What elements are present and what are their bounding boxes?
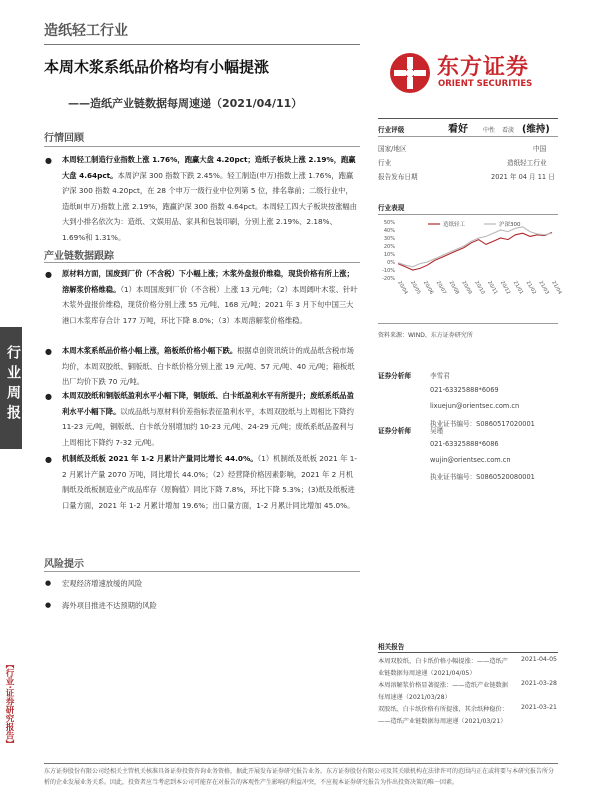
analyst-cert: 执业证书编号：S0860520080001 [430, 473, 535, 481]
y-tick-label: 20% [383, 244, 395, 250]
side-tab-label: 行业周报 [5, 345, 21, 425]
p4-bold: 机制纸及纸板 2021 年 1-2 月累计产量同比增长 44.0%。 [62, 454, 258, 463]
related-item[interactable]: 本周溶解浆价格显著提涨：——造纸产业链数据每周速递（2021/03/28） [378, 682, 508, 701]
page-subtitle: ——造纸产业链数据每周速递（2021/04/11） [68, 97, 303, 110]
related-title: 相关报告 [378, 643, 405, 651]
x-tick-label: 20/07 [434, 280, 448, 296]
logo [389, 48, 559, 98]
y-tick-label: 50% [383, 220, 395, 226]
rating-row-key: 报告发布日期 [378, 173, 418, 181]
analyst-email[interactable]: lixuejun@orientsec.com.cn [430, 402, 520, 410]
header-rule [44, 44, 360, 45]
legend-label: 造纸轻工 [443, 222, 466, 228]
performance-chart [376, 216, 563, 316]
x-tick-label: 21/03 [537, 280, 550, 296]
chart-source: 资料来源：WIND、东方证券研究所 [378, 332, 473, 339]
logo-en: ORIENT SECURITIES [438, 79, 533, 89]
x-tick-label: 20/08 [447, 280, 461, 296]
p4-text: （1）机制纸及纸板 2021 年 1-2 月累计产量 2070 万吨，同比增长 44.0%；（2）经营降价格因素影响，2021 年 2 月机制纸及纸板制造业产成品库存（原胸值）同比下降 7.8%，环比下降 5.3%；(3)纸及纸板进口量方面，2021 年 1-2 月累计增加 19.6%；出口量方面，1-2 月累计同比增加 45.0%。 [62, 454, 358, 510]
p4-paragraph [62, 451, 360, 513]
y-tick-label: 0% [387, 260, 395, 266]
p3-text: 以成品纸与原材料价差指标表征盈利水平，本周双胶纸与上周相比下降约 11-23 元/吨，铜版纸、白卡纸分别增加约 10-23 元/吨、24-29 元/吨；废纸系纸品盈利与上周相比下降约 7-32 元/吨。 [62, 406, 354, 447]
rating-label: 行业评级 [378, 126, 405, 134]
rating-row-value: 中国 [533, 145, 547, 153]
side-tab [0, 327, 22, 449]
p3-paragraph [62, 388, 360, 450]
y-tick-label: -20% [382, 276, 395, 282]
analyst-name: 吴瑾 [430, 427, 444, 435]
p2-text: 根据卓创资讯统计的成品纸含税市场均价，本周双胶纸、铜版纸、白卡纸价格分别上涨 19 元/吨、57 元/吨、40 元/吨；箱板纸出厂均价下跌 70 元/吨。 [62, 346, 355, 386]
bullet-icon: ● [45, 392, 52, 401]
x-tick-label: 20/06 [421, 280, 435, 296]
bullet-icon: ● [45, 347, 52, 356]
series-line-0 [398, 232, 552, 270]
chain-rule [44, 262, 360, 263]
rating-top-rule [378, 118, 558, 119]
related-date: 2021-03-28 [521, 680, 557, 687]
x-tick-label: 21/04 [550, 280, 563, 296]
analyst-name: 李雪君 [430, 372, 450, 380]
p2-bold: 本周木浆系纸品价格小幅上涨，箱板纸价格小幅下跌。 [62, 346, 238, 355]
page-title: 本周木浆系纸品价格均有小幅提涨 [44, 58, 270, 76]
bullet-icon: ● [45, 601, 52, 609]
risk-item: 海外项目推进不达预期的风险 [62, 601, 157, 610]
x-tick-label: 20/04 [396, 280, 409, 296]
analyst-role: 证券分析师 [378, 372, 411, 380]
y-tick-label: -10% [382, 268, 395, 274]
x-tick-label: 21/02 [524, 280, 538, 296]
bullet-icon: ● [45, 270, 52, 279]
x-tick-label: 20/12 [498, 280, 512, 296]
y-tick-label: 40% [383, 228, 395, 234]
review-rule [44, 146, 360, 147]
rating-low: 看淡 [502, 127, 515, 134]
analyst-role: 证券分析师 [378, 427, 411, 435]
rating-keep: (维持) [522, 124, 550, 135]
rating-mid-rule [378, 136, 558, 137]
analyst-email[interactable]: wujin@orientsec.com.cn [430, 456, 511, 464]
bullet-icon: ● [45, 156, 52, 165]
rating-row-value: 2021 年 04 月 11 日 [491, 173, 555, 181]
rating-value: 看好 [448, 124, 468, 135]
p1-text: （1）本周国废到厂价（不含税）上涨 13 元/吨；（2）本周阔叶木浆、针叶木浆外盘报价维稳，现货价格分别上涨 55 元/吨、168 元/吨；2021 年 3 月下旬中国三大港口木浆库存合计 177 万吨，环比下降 8.0%；（3）本周溶解浆价格维稳。 [62, 284, 358, 325]
analyst-cert: 执业证书编号：S0860517020001 [430, 420, 535, 428]
y-tick-label: 30% [383, 236, 395, 242]
x-tick-label: 21/01 [511, 280, 525, 296]
bullet-icon: ● [45, 455, 52, 464]
p2-paragraph [62, 343, 360, 390]
x-tick-label: 20/05 [409, 280, 422, 296]
analyst-tel: 021-63325888*6069 [430, 386, 499, 394]
risk-title: 风险提示 [44, 559, 84, 570]
bullet-icon: ● [45, 579, 52, 587]
risk-rule [44, 571, 360, 572]
review-text: 本周沪深 300 指数下跌 2.45%。轻工制造(申万)指数上涨 1.76%，跑赢沪深 300 指数 4.20pct，在 28 个申万一级行业中位列第 5 位，排名靠前；二级行业中，造纸Ⅱ(申万)指数上涨 2.19%，跑赢沪深 300 指数 4.64pct。本周轻工四大子板块按涨幅由大到小排名依次为：造纸、文娱用品、家具和包装印刷，分别上涨 2.19%、2.18%、1.69%和 1.31%。 [62, 170, 358, 242]
review-title: 行情回顾 [44, 133, 84, 144]
industry-label: 造纸轻工行业 [44, 23, 128, 39]
rating-row-key: 国家/地区 [378, 145, 407, 153]
risk-item: 宏观经济增速放缓的风险 [62, 579, 143, 588]
y-tick-label: 10% [383, 252, 395, 258]
review-bold: 本周轻工制造行业指数上涨 1.76%，跑赢大盘 4.20pct；造纸子板块上涨 2.19%，跑赢大盘 4.64pct。 [62, 155, 356, 180]
legend-label: 沪深300 [499, 222, 521, 228]
series-line-1 [398, 227, 552, 267]
p3-bold: 本周双胶纸和铜版纸盈利水平小幅下降，铜版纸、白卡纸盈利水平有所提升；废纸系纸品盈利水平小幅下降。 [62, 391, 354, 416]
rating-row-value: 造纸轻工行业 [507, 159, 547, 167]
footer-rule [44, 763, 558, 764]
footer-disclaimer: 东方证券股份有限公司经相关主管机关核准具备证券投资咨询业务资格，据此开展发布证券研究报告业务。东方证券股份有限公司及其关联机构在法律许可的范围内正在或将要与本研究报告所分析的企业发展业务关系。因此，投资者应当考虑到本公司可能存在对报告的客观性产生影响的利益冲突，不应视本证券研究报告为作出投资决策的唯一因素。 [44, 768, 555, 786]
x-tick-label: 20/10 [473, 280, 486, 296]
rating-row-key: 行业 [378, 159, 392, 167]
related-date: 2021-04-05 [521, 656, 557, 663]
logo-cn: 东方证券 [437, 55, 530, 80]
chart-title: 行业表现 [378, 204, 405, 212]
p1-bold: 原材料方面，国废到厂价（不含税）下小幅上涨；木浆外盘报价维稳，现货价格有所上涨；溶解浆价格维稳。 [62, 269, 354, 294]
rating-mid: 中性 [483, 127, 496, 134]
x-tick-label: 20/09 [460, 280, 473, 296]
related-date: 2021-03-21 [521, 704, 557, 711]
analyst-tel: 021-63325888*6086 [430, 440, 499, 448]
related-item[interactable]: 本周双胶纸、白卡纸价格小幅提涨：——造纸产业链数据每周速递（2021/04/05） [378, 658, 508, 677]
chart-bottom-rule [378, 323, 558, 324]
chain-title: 产业链数据跟踪 [44, 251, 114, 262]
p1-paragraph [62, 266, 360, 328]
x-tick-label: 20/11 [486, 280, 499, 296]
orient-logo-icon [389, 52, 431, 94]
side-tab-bottom: 【行业·证券研究报告】 [4, 660, 14, 749]
related-item[interactable]: 双胶纸、白卡纸价格有所提涨，其余纸种稳价：——造纸产业链数据每周速递（2021/03/21） [378, 706, 508, 725]
related-rule [378, 652, 558, 653]
review-paragraph [62, 152, 360, 245]
chart-title-rule [378, 214, 558, 215]
